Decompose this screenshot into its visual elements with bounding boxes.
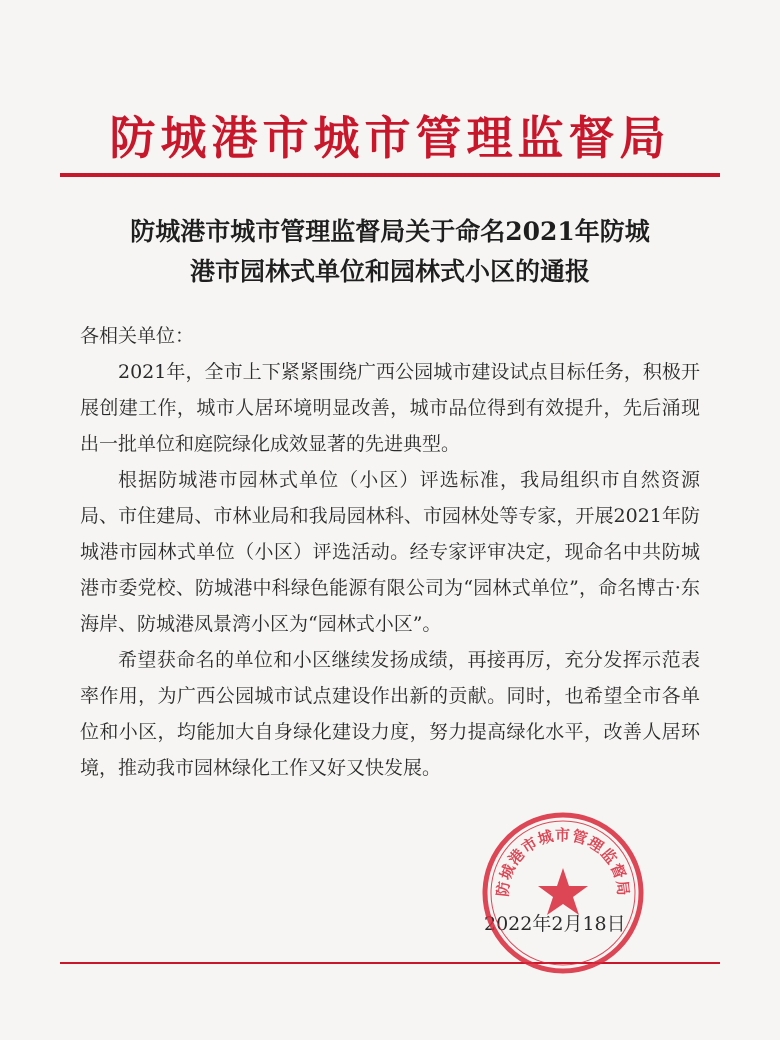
- notice-body: [80, 318, 700, 786]
- notice-title-line-1: 防城港市城市管理监督局关于命名2021年防城: [130, 217, 650, 246]
- salutation: 各相关单位：: [80, 325, 195, 347]
- notice-title: [70, 212, 710, 292]
- paragraph-3: 希望获命名的单位和小区继续发扬成绩，再接再厉，充分发挥示范表率作用，为广西公园城市试点建设作出新的贡献。同时，也希望全市各单位和小区，均能加大自身绿化建设力度，努力提高绿化水平，改善人居环境，推动我市园林绿化工作又好又快发展。: [80, 649, 700, 779]
- seal-text: 防城港市城市管理监督局: [493, 826, 633, 898]
- notice-title-line-2: 港市园林式单位和园林式小区的通报: [189, 257, 590, 286]
- issue-date: 2022年2月18日: [484, 913, 626, 935]
- paragraph-1: 2021年，全市上下紧紧围绕广西公园城市建设试点目标任务，积极开展创建工作，城市人居环境明显改善，城市品位得到有效提升，先后涌现出一批单位和庭院绿化成效显著的先进典型。: [80, 361, 700, 455]
- top-red-rule: [60, 173, 720, 177]
- paragraph-2: 根据防城港市园林式单位（小区）评选标准，我局组织市自然资源局、市住建局、市林业局和我局园林科、市园林处等专家，开展2021年防城港市园林式单位（小区）评选活动。经专家评审决定，现命名中共防城港市委党校、防城港中科绿色能源有限公司为“园林式单位”，命名博古·东海岸、防城港凤景湾小区为“园林式小区”。: [80, 469, 700, 635]
- official-seal-icon: [478, 808, 648, 978]
- masthead-title: 防城港市城市管理监督局: [109, 111, 671, 165]
